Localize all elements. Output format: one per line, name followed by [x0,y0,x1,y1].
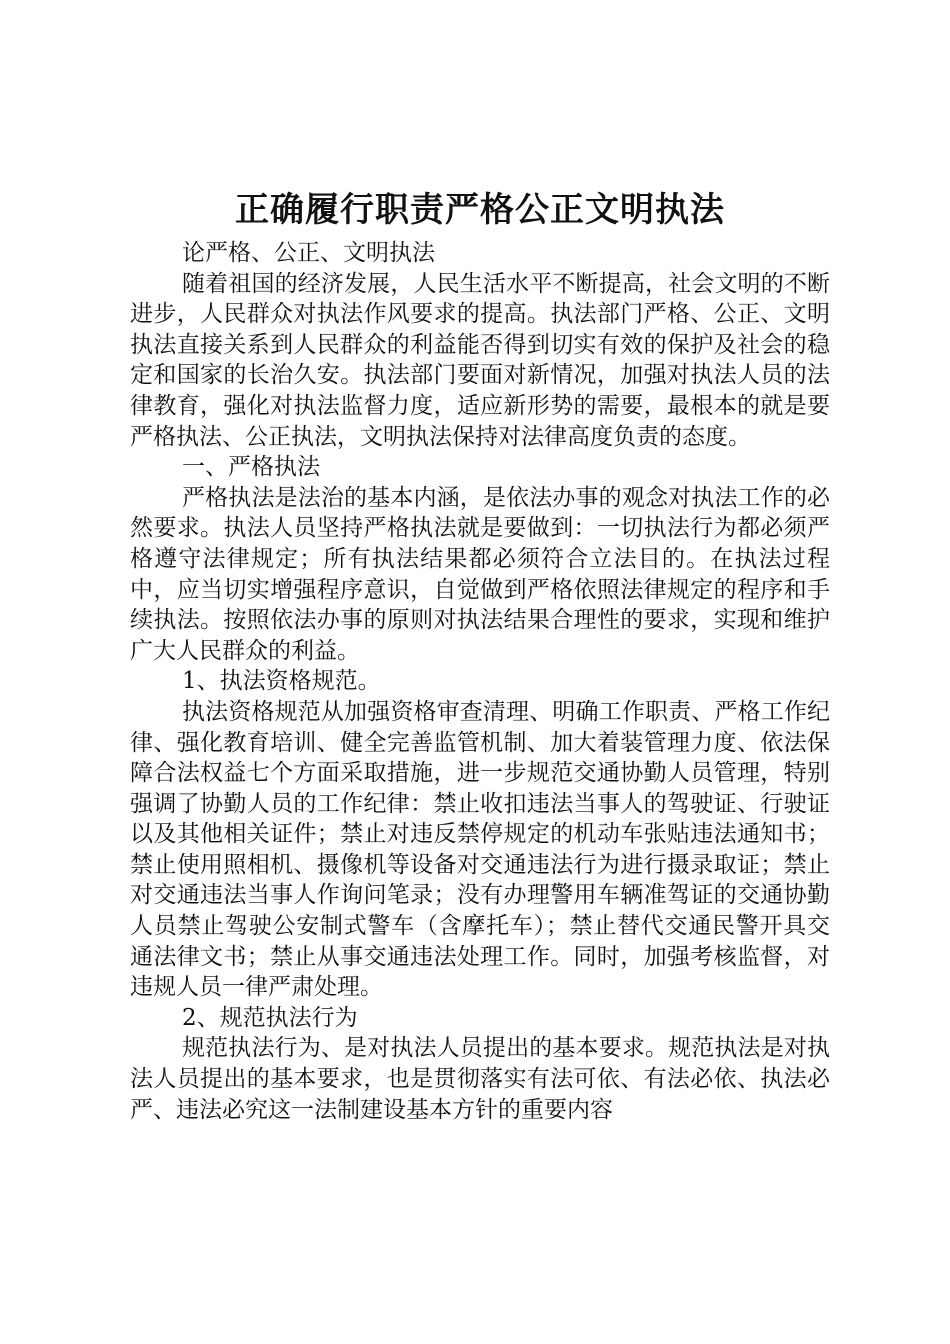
paragraph-qualification: 执法资格规范从加强资格审查清理、明确工作职责、严格工作纪律、强化教育培训、健全完善监管机制、加大着装管理力度、依法保障合法权益七个方面采取措施，进一步规范交通协勤人员管理，特别强调了协勤人员的工作纪律：禁止收扣违法当事人的驾驶证、行驶证以及其他相关证件；禁止对违反禁停规定的机动车张贴违法通知书；禁止使用照相机、摄像机等设备对交通违法行为进行摄录取证；禁止对交通违法当事人作询问笔录；没有办理警用车辆准驾证的交通协勤人员禁止驾驶公安制式警车（含摩托车）；禁止替代交通民警开具交通法律文书；禁止从事交通违法处理工作。同时，加强考核监督，对违规人员一律严肃处理。 [130,698,830,1001]
subsection-heading-qualification: 1、执法资格规范。 [182,668,381,695]
paragraph-subtitle: 论严格、公正、文明执法 [182,240,435,266]
paragraph-intro: 随着祖国的经济发展，人民生活水平不断提高，社会文明的不断进步，人民群众对执法作风要求的提高。执法部门严格、公正、文明执法直接关系到人民群众的利益能否得到切实有效的保护及社会的稳定和国家的长治久安。执法部门要面对新情况，加强对执法人员的法律教育，强化对执法监督力度，适应新形势的需要，最根本的就是要严格执法、公正执法，文明执法保持对法律高度负责的态度。 [130,270,830,450]
document-page [130,188,830,1125]
document-title: 正确履行职责严格公正文明执法 [235,190,725,230]
paragraph-conduct: 规范执法行为、是对执法人员提出的基本要求。规范执法是对执法人员提出的基本要求，也是贯彻落实有法可依、有法必依、执法必严、违法必究这一法制建设基本方针的重要内容 [130,1035,830,1123]
paragraph-strict-enforcement: 严格执法是法治的基本内涵，是依法办事的观念对执法工作的必然要求。执法人员坚持严格执法就是要做到：一切执法行为都必须严格遵守法律规定；所有执法结果都必须符合立法目的。在执法过程中，应当切实增强程序意识，自觉做到严格依照法律规定的程序和手续执法。按照依法办事的原则对执法结果合理性的要求，实现和维护广大人民群众的利益。 [130,484,830,664]
section-heading-strict-enforcement: 一、严格执法 [182,454,320,481]
subsection-heading-conduct: 2、规范执法行为 [182,1004,358,1031]
